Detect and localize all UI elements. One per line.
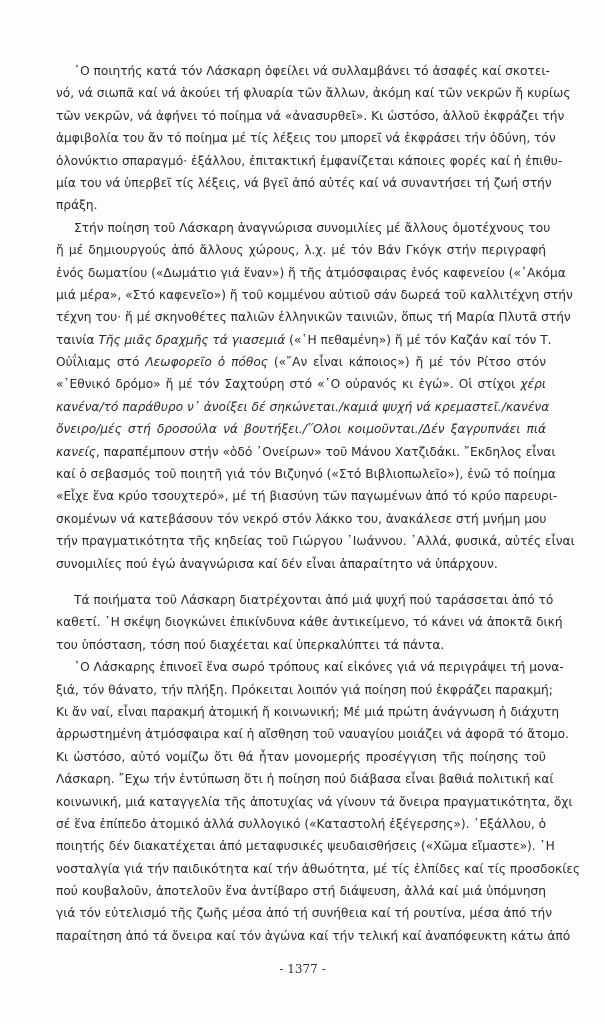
text-line: ῾Ο ποιητής κατά τόν Λάσκαρη ὀφείλει νά συλλαμβάνει τό ἀσαφές καί σκοτει- [74,64,550,78]
text-line: ἀμφιβολία του ἄν τό ποίημα μέ τίς λέξεις του μπορεῖ νά ἐκφράσει τήν ὀδύνη, τόν [56,131,556,146]
italic-title: ὄνειρο/μές στή δροσούλα νά βουτήξει./῞Ολοι κοιμοῦνται./Δέν ξαγρυπνάει πιά [56,422,546,437]
text-line: Στήν ποίηση τοῦ Λάσκαρη ἀναγνώρισα συνομιλίες μέ ἄλλους ὁμοτέχνους του [74,220,551,235]
paragraph [56,656,581,947]
text-line [56,418,546,440]
text-line: τήν πραγματικότητα τῆς κηδείας τοῦ Γιώργου ᾿Ιωάννου. ᾿Αλλά, φυσικά, αὐτές εἶναι [56,534,575,549]
text-line: καί ὁ σεβασμός τοῦ ποιητῆ γιά τόν Βιζυηνό («Στό Βιβλιοπωλεῖο»), ἐνῶ τό ποίημα [56,467,556,482]
text-line: νοσταλγία γιά τήν παιδικότητα καί τήν ἀθωότητα, μέ τίς ἐλπίδες καί τίς προσδοκίες [56,861,581,876]
italic-title: χέρι [520,377,546,392]
text-line: ὁλονύκτιο σπαραγμό· ἐξάλλου, ἐπιτακτική ἐμφανίζεται κάποιες φορές καί ἡ ἐπιθυ- [56,153,563,168]
text-line: γιά τόν εὐτελισμό τῆς ζωῆς μέσα ἀπό τή συνήθεια καί τή ρουτίνα, μέσα ἀπό τήν [56,906,553,921]
italic-title: κανείς [56,444,96,459]
text-line: πού κουβαλοῦν, ἀποτελοῦν ἕνα ἀντίβαρο στή διάψευση, ἀλλά καί μιά ὑπόμνηση [56,884,546,899]
text-line: ἤ μέ δημιουργούς ἀπό ἄλλους χώρους, λ.χ. μέ τόν Βάν Γκόγκ στήν περιγραφή [56,243,546,258]
text-line: ταινία Τῆς μιᾶς δραχμῆς τά γιασεμιά («῾Η πεθαμένη») ἤ μέ τόν Καζάν καί τόν Τ. [56,332,552,347]
text-line: Οὐΐλιαμς στό Λεωφορεῖο ὁ πόθος («῎Αν εἶναι κάποιος») ἤ μέ τόν Ρίτσο στόν [56,355,547,370]
text-line: καθετί. ῾Η σκέψη διογκώνει ἐπικίνδυνα κάθε ἀντικείμενο, τό κάνει νά ἀποκτᾶ δική [56,615,563,630]
page-number: - 1377 - [279,962,326,976]
italic-title: Τῆς μιᾶς δραχμῆς τά γιασεμιά [98,332,286,347]
text-line: τέχνη του· ἤ μέ σκηνοθέτες παλιῶν ἑλληνικῶν ταινιῶν, ὅπως τή Μαρία Πλυτᾶ στήν [56,310,571,325]
section-gap [56,575,546,589]
paragraph [56,217,575,575]
text-line: Κι ὡστόσο, αὐτό νομίζω ὅτι θά ἦταν μονομερής προσέγγιση τῆς ποίησης τοῦ [56,749,546,764]
text-line: ποιητής δέν διακατέχεται ἀπό μεταφυσικές ψευδαισθήσεις («Χῶμα εἴμαστε»). ῾Η [56,839,555,854]
italic-title: κανένα/τό παράθυρο ν᾿ ἀνοίξει δέ σηκώνεται./καμιά ψυχή νά κρεμαστεῖ./κανένα [56,399,550,414]
text-line: ῾Ο Λάσκαρης ἐπινοεῖ ἕνα σωρό τρόπους καί εἰκόνες γιά νά περιγράψει τή μονα- [74,660,564,675]
text-line: σέ ἕνα ἐπίπεδο ἀτομικό ἀλλά συλλογικό («Καταστολή ἐξέγερσης»). ᾿Εξάλλου, ὁ [56,816,547,831]
text-line [56,396,550,418]
text-line: μιά μέρα», «Στό καφενεῖο») ἤ τοῦ κομμένου αὐτιοῦ σάν δωρεά τοῦ καλλιτέχνη στήν [56,287,573,302]
body-text [56,60,581,947]
paragraph [56,589,563,656]
text-line: σκομένων νά κατεβάσουν τόν νεκρό στόν λάκκο του, ἀνακάλεσε στή μνήμη μου [56,511,547,526]
italic-title: Λεωφορεῖο ὁ πόθος [145,355,268,370]
text-line: κανείς, παραπέμπουν στήν «ὁδό ᾿Ονείρων» τοῦ Μάνου Χατζιδάκι. ῎Εκδηλος εἶναι [56,444,556,459]
text-line: Κι ἄν ναί, εἶναι παρακμή ἀτομική ἤ κοινωνική; Μέ μιά πρώτη ἀνάγνωση ἡ διάχυτη [56,704,560,719]
text-line: του ὑπόσταση, τόση πού διαχέεται καί ὑπερκαλύπτει τά πάντα. [56,637,445,652]
text-line: νό, νά σιωπᾶ καί νά ἀκούει τή φλυαρία τῶν ἄλλων, ἀκόμη καί τῶν νεκρῶν ἤ κυρίως [56,86,571,101]
text-line: ἀρρωστημένη ἀτμόσφαιρα καί ἡ αἴσθηση τοῦ ναυαγίου μοιάζει νά ἀφορᾶ τό ἄτομο. [56,727,570,742]
text-line: «Εἶχε ἕνα κρύο τσουχτερό», μέ τή βιασύνη τῶν παγωμένων ἀπό τό κρύο παρευρι- [56,489,558,504]
text-line: πράξη. [56,198,98,213]
text-line: μία του νά ὑπερβεῖ τίς λέξεις, νά βγεῖ ἀπό αὐτές καί νά συναντήσει τή ζωή στήν [56,175,552,190]
paragraph [56,60,571,217]
text-line: «᾿Εθνικό δρόμο» ἤ μέ τόν Σαχτούρη στό «῾Ο οὐρανός κι ἐγώ». Οἱ στίχοι χέρι [56,377,546,392]
text-line: τῶν νεκρῶν, νά ἀφήνει τό ποίημα νά «ἀνασυρθεῖ». Κι ὡστόσο, ἀλλοῦ ἐκφράζει τήν [56,108,565,123]
text-line: ἑνός δωματίου («Δωμάτιο γιά ἕναν») ἤ τῆς ἀτμόσφαιρας ἑνός καφενείου («᾿Ακόμα [56,265,566,280]
text-line: παραίτηση ἀπό τά ὄνειρα καί τόν ἀγώνα καί τήν τελική καί ἀναπόφευκτη κάτω ἀπό [56,928,571,943]
text-line: κοινωνική, μιά καταγγελία τῆς ἀποτυχίας νά γίνουν τά ὄνειρα πραγματικότητα, ὄχι [56,794,573,809]
text-line: Τά ποιήματα τοῦ Λάσκαρη διατρέχονται ἀπό μιά ψυχή πού ταράσσεται ἀπό τό [74,592,554,607]
text-line: Λάσκαρη. ῎Εχω τήν ἐντύπωση ὅτι ἡ ποίηση πού διάβασα εἶναι βαθιά πολιτική καί [56,772,554,787]
text-line: συνομιλίες πού ἐγώ ἀναγνώρισα καί δέν εἶναι ἀπαραίτητο νά ὑπάρχουν. [56,556,498,571]
text-line: ξιά, τόν θάνατο, τήν πλήξη. Πρόκειται λοιπόν γιά ποίηση πού ἐκφράζει παρακμή; [56,682,553,697]
